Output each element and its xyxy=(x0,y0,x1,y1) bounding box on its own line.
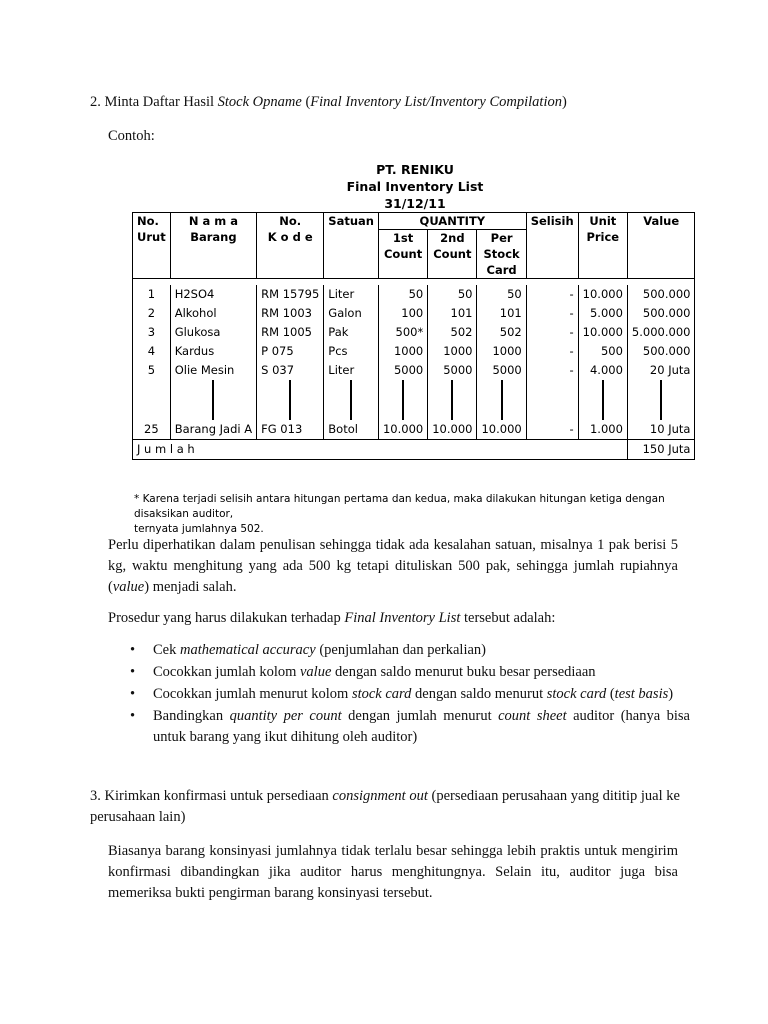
bullet-icon: • xyxy=(130,664,136,680)
continuation-mark xyxy=(289,380,291,420)
col-value: Value xyxy=(627,213,695,279)
table-row-last: 25 Barang Jadi A FG 013 Botol 10.000 10.000 10.000 - 1.000 10 Juta xyxy=(133,420,695,440)
item-3-heading xyxy=(90,786,680,828)
continuation-mark xyxy=(212,380,214,420)
continuation-marks-row xyxy=(133,380,695,420)
table-row: 3 Glukosa RM 1005 Pak 500* 502 502 - 10.000 5.000.000 xyxy=(133,323,695,342)
inventory-date: 31/12/11 xyxy=(384,196,446,211)
bullet-icon: • xyxy=(130,686,136,702)
continuation-mark xyxy=(602,380,604,420)
continuation-mark xyxy=(402,380,404,420)
item-2-number: 2. xyxy=(90,94,101,110)
table-row: 2 Alkohol RM 1003 Galon 100 101 101 - 5.000 500.000 xyxy=(133,304,695,323)
company-name: PT. RENIKU xyxy=(376,162,454,177)
list-item: • Cek mathematical accuracy (penjumlahan dan perkalian) xyxy=(130,640,690,661)
procedure-list xyxy=(130,640,690,749)
col-satuan: Satuan xyxy=(324,213,379,279)
table-row: 4 Kardus P 075 Pcs 1000 1000 1000 - 500 500.000 xyxy=(133,342,695,361)
continuation-mark xyxy=(350,380,352,420)
total-value: 150 Juta xyxy=(627,440,695,460)
col-no-urut: No. Urut xyxy=(133,213,171,279)
paragraph-consignment: Biasanya barang konsinyasi jumlahnya tidak terlalu besar sehingga lebih praktis untuk mengirim konfirmasi dibandingkan jika auditor harus menghitungnya. Selain itu, auditor juga bisa memeriksa bukti pengirman barang konsinyasi tersebut. xyxy=(108,843,678,901)
list-item: • Cocokkan jumlah menurut kolom stock card dengan saldo menurut stock card (test basis) xyxy=(130,684,690,705)
table-row: 1 H2SO4 RM 15795 Liter 50 50 50 - 10.000 500.000 xyxy=(133,285,695,304)
paragraph-unit-error: Perlu diperhatikan dalam penulisan sehingga tidak ada kesalahan satuan, misalnya 1 pak berisi 5 kg, waktu menghitung yang ada 500 kg tetapi dituliskan 500 pak, sehingga jumlah rupiahnya (value) menjadi salah. xyxy=(108,537,678,595)
col-2nd-count: 2nd Count xyxy=(428,230,477,279)
example-label: Contoh: xyxy=(108,128,155,144)
table-header-row xyxy=(133,213,695,230)
list-item: • Bandingkan quantity per count dengan jumlah menurut count sheet auditor (hanya bisa untuk barang yang ikut dihitung oleh auditor) xyxy=(130,708,690,745)
col-1st-count: 1st Count xyxy=(378,230,427,279)
col-selisih: Selisih xyxy=(526,213,578,279)
col-unit-price: Unit Price xyxy=(578,213,627,279)
bullet-icon: • xyxy=(130,708,136,724)
continuation-mark xyxy=(660,380,662,420)
total-label: J u m l a h xyxy=(133,440,628,460)
col-quantity: QUANTITY xyxy=(378,213,526,230)
table-row: 5 Olie Mesin S 037 Liter 5000 5000 5000 - 4.000 20 Juta xyxy=(133,361,695,380)
bullet-icon: • xyxy=(130,642,136,658)
list-item: • Cocokkan jumlah kolom value dengan saldo menurut buku besar persediaan xyxy=(130,662,690,683)
item-2-text: Minta Daftar Hasil Stock Opname (Final Inventory List/Inventory Compilation) xyxy=(104,94,567,110)
item-3-number: 3. xyxy=(90,788,101,804)
col-per-stock-card: Per Stock Card xyxy=(477,230,526,279)
col-no-kode: No. K o d e xyxy=(257,213,324,279)
col-nama-barang: N a m a Barang xyxy=(170,213,256,279)
item-3-text: Kirimkan konfirmasi untuk persediaan consignment out (persediaan perusahaan yang dititip jual ke perusahaan lain) xyxy=(90,788,680,825)
total-row xyxy=(133,440,695,460)
final-inventory-list-scan xyxy=(120,160,710,535)
item-2-heading xyxy=(90,92,710,113)
inventory-table xyxy=(132,212,695,460)
continuation-mark xyxy=(451,380,453,420)
table-footnote: * Karena terjadi selisih antara hitungan pertama dan kedua, maka dilakukan hitungan ketiga dengan disaksikan auditor, ternyata jumlahnya 502. xyxy=(134,493,665,535)
continuation-mark xyxy=(501,380,503,420)
inventory-title: Final Inventory List xyxy=(346,179,484,194)
paragraph-procedure: Prosedur yang harus dilakukan terhadap Final Inventory List tersebut adalah: xyxy=(108,610,556,626)
